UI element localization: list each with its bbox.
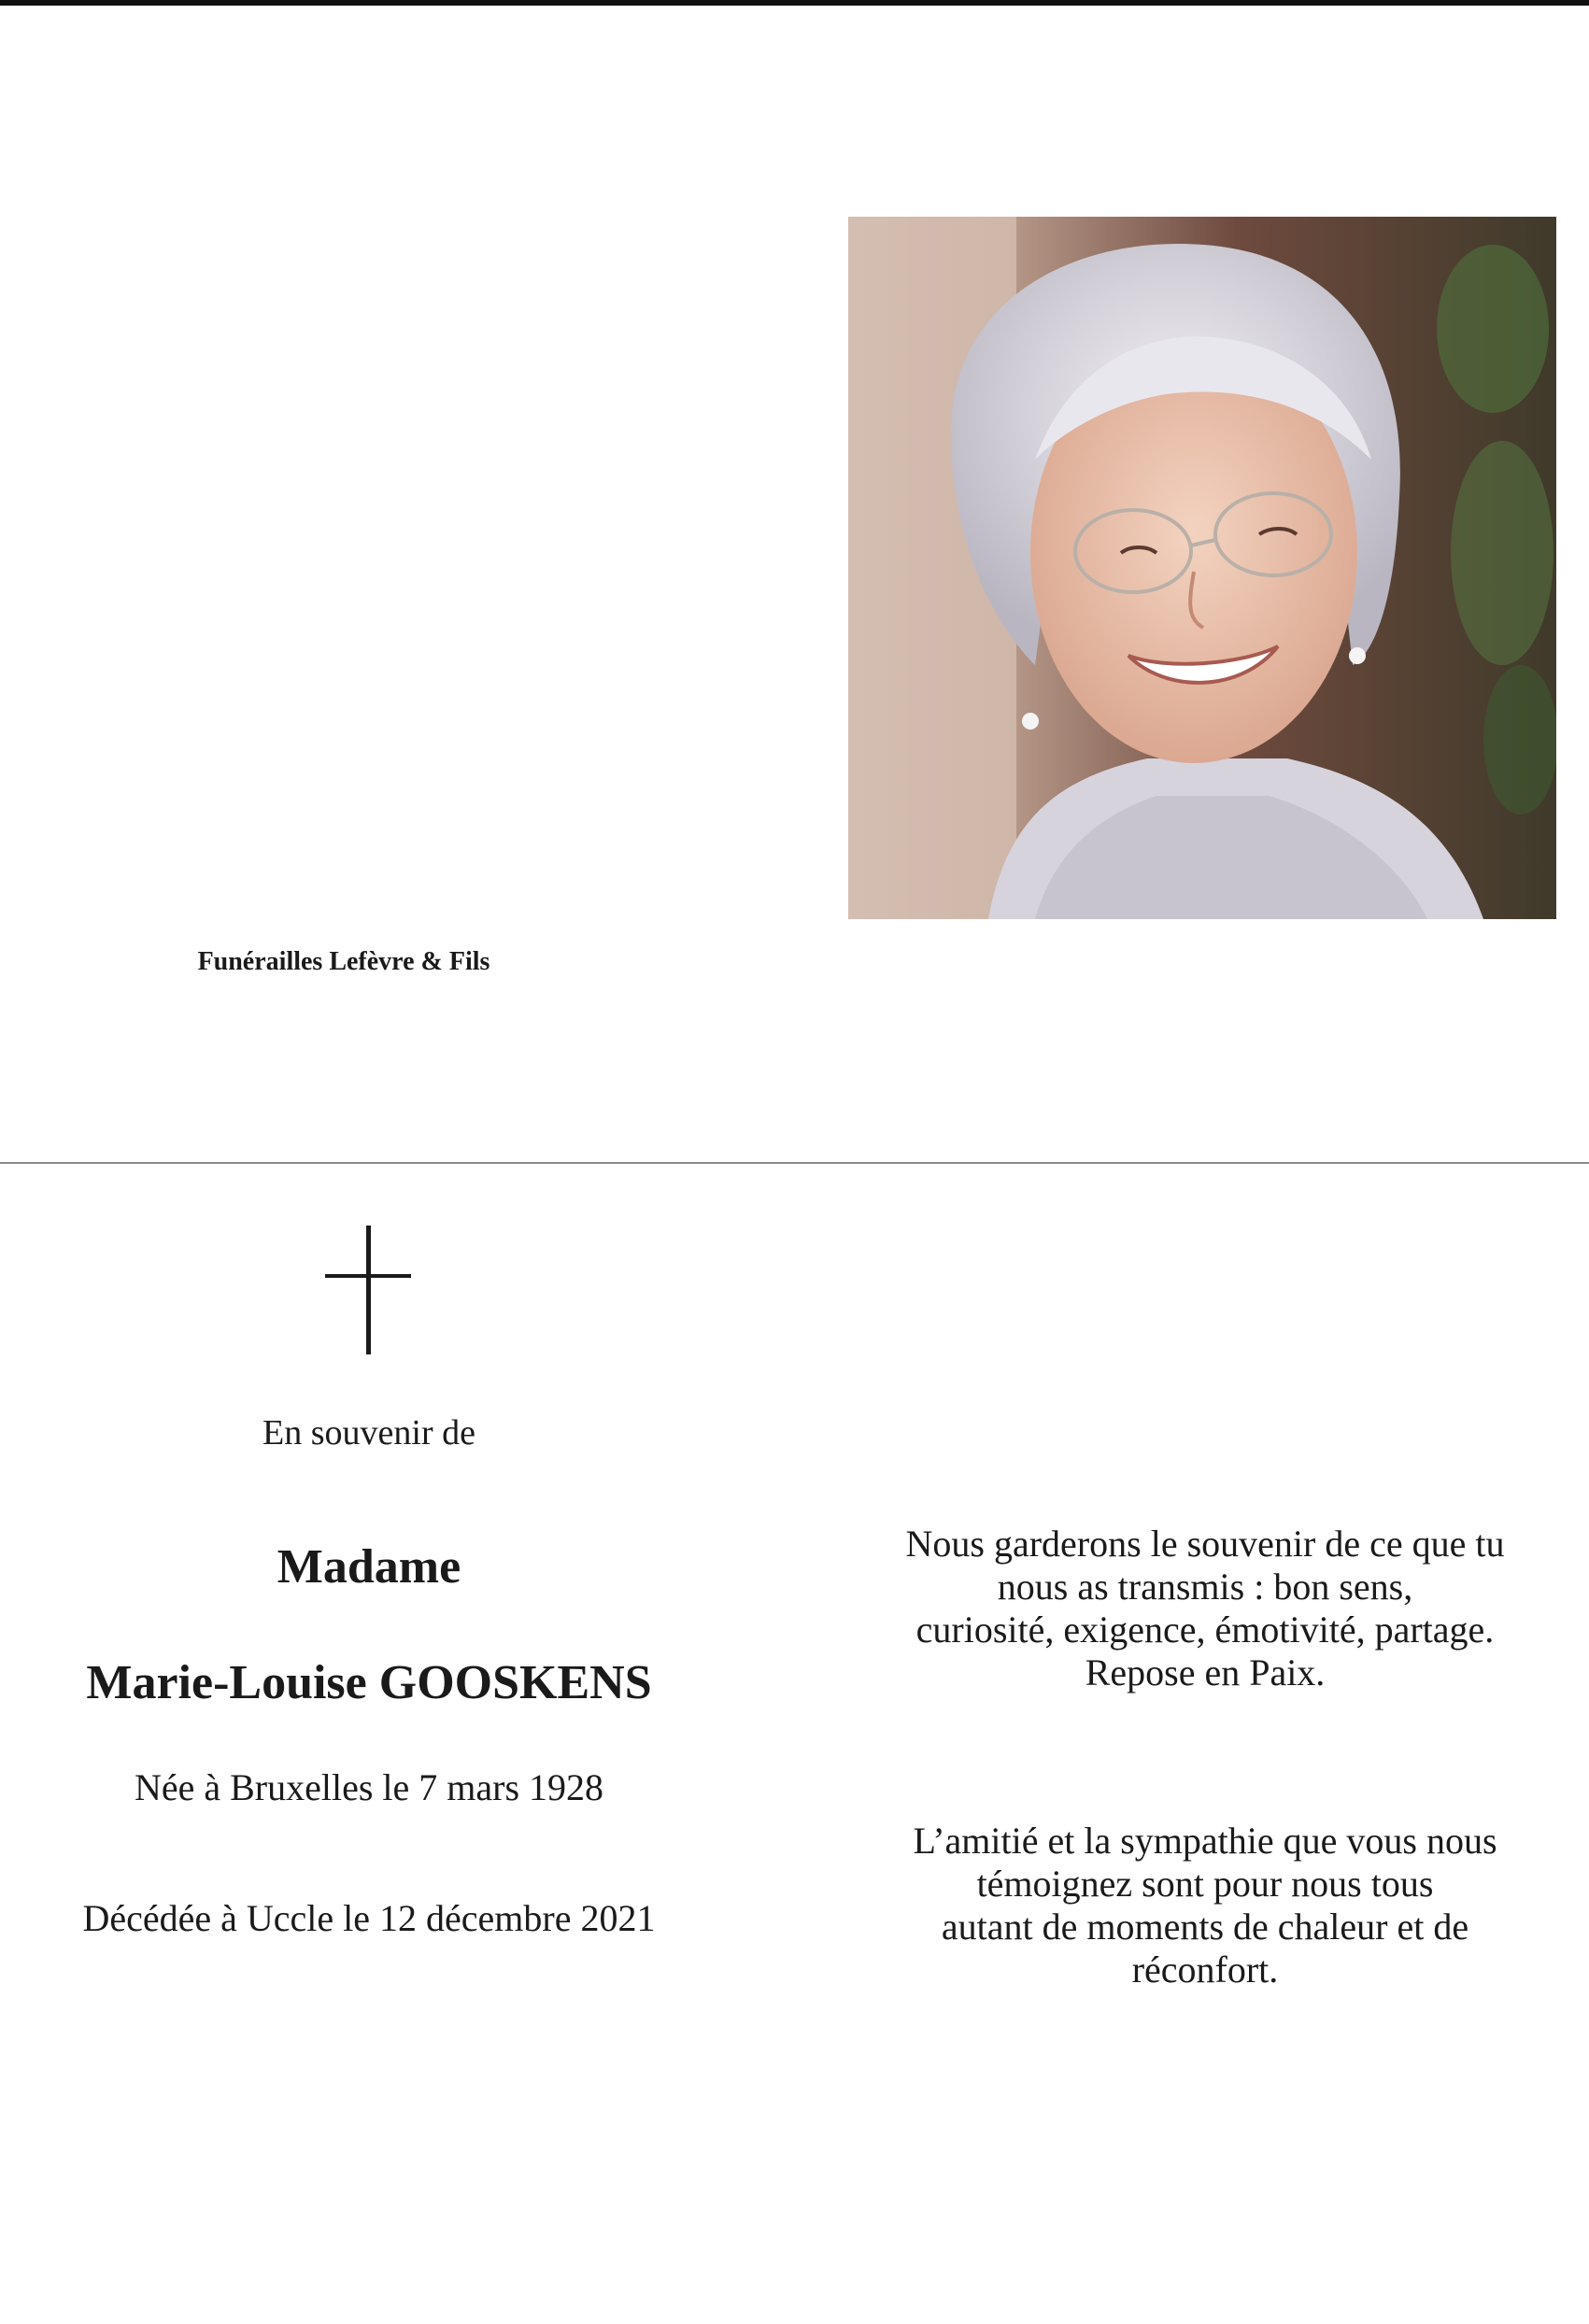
in-memory-heading: En souvenir de — [262, 1413, 475, 1452]
thanks-line: réconfort. — [1131, 1948, 1279, 1991]
fold-line — [0, 1162, 1589, 1164]
funeral-home-name: Funérailles Lefèvre & Fils — [197, 947, 490, 976]
message-line: Repose en Paix. — [1085, 1651, 1326, 1693]
honorific-title: Madame — [277, 1540, 461, 1594]
birth-line: Née à Bruxelles le 7 mars 1928 — [134, 1766, 604, 1808]
thanks-line: témoignez sont pour nous tous — [976, 1863, 1434, 1905]
message-line: Nous garderons le souvenir de ce que tu — [905, 1523, 1505, 1565]
deceased-name: Marie-Louise GOOSKENS — [86, 1656, 652, 1709]
portrait-photo — [848, 217, 1556, 919]
memorial-message — [841, 1523, 1569, 1694]
thanks-message — [841, 1820, 1569, 1991]
cross-icon — [325, 1226, 411, 1354]
thanks-line: autant de moments de chaleur et de — [941, 1906, 1469, 1948]
death-line: Décédée à Uccle le 12 décembre 2021 — [82, 1897, 656, 1939]
message-line: nous as transmis : bon sens, — [997, 1566, 1413, 1608]
card-top-edge — [0, 0, 1589, 6]
thanks-line: L’amitié et la sympathie que vous nous — [913, 1820, 1497, 1862]
message-line: curiosité, exigence, émotivité, partage. — [915, 1608, 1495, 1651]
